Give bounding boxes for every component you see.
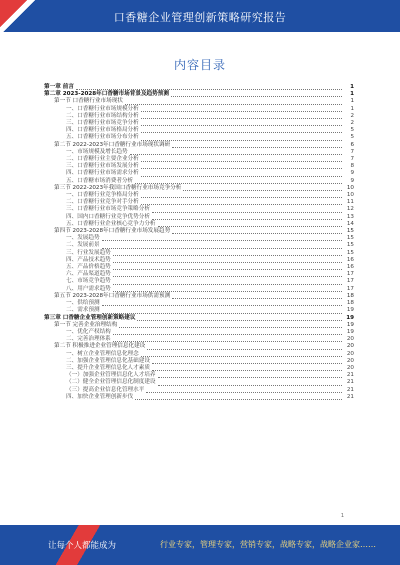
toc-entry[interactable] (44, 307, 354, 314)
toc-leader-dots (172, 143, 342, 148)
toc-entry-label: 一、口香糖行业竞争格局分析 (66, 192, 139, 199)
toc-entry-page: 17 (346, 278, 354, 285)
report-title: 口香糖企业管理创新策略研究报告 (113, 11, 287, 24)
toc-entry-label: 六、产品渠道趋势 (66, 271, 111, 278)
toc-entry-page: 17 (346, 285, 354, 292)
toc-entry-label: 一、口香糖行业市场规模分析 (66, 105, 139, 112)
toc-entry-label: 五、口香糖行业企业核心竞争力分析 (66, 220, 156, 227)
toc-entry-label: 二、需求预测 (66, 307, 100, 314)
toc-entry-page: 2 (350, 112, 354, 119)
toc-leader-dots (152, 215, 342, 220)
toc-entry[interactable] (44, 286, 354, 293)
toc-entry-page: 6 (350, 141, 354, 148)
toc-entry-label: 二、加强企业管理信息化基础建设 (66, 357, 150, 364)
toc-leader-dots (141, 114, 342, 119)
toc-entry-page: 20 (346, 357, 354, 364)
toc-entry[interactable] (44, 250, 354, 257)
toc-entry-label: 二、发展前景 (66, 242, 100, 249)
toc-entry-label: 第二节 积极推进企业管理信息化建设 (54, 343, 146, 350)
toc-entry-label: 三、口香糖行业市场竞争分析 (66, 120, 139, 127)
toc-leader-dots (113, 287, 342, 292)
toc-entry-page: 5 (350, 134, 354, 141)
toc-leader-dots (158, 373, 342, 378)
toc-entry-page: 15 (346, 249, 354, 256)
toc-leader-dots (158, 222, 342, 227)
toc-leader-dots (102, 309, 342, 314)
toc-entry[interactable] (44, 387, 354, 394)
toc-entry-page: 1 (350, 98, 354, 105)
toc-leader-dots (141, 164, 342, 169)
toc-entry-label: 四、口香糖行业市场格局分析 (66, 127, 139, 134)
toc-entry-label: 八、用户需求趋势 (66, 285, 111, 292)
toc-entry[interactable] (44, 394, 354, 401)
toc-entry[interactable] (44, 178, 354, 185)
toc-entry-page: 11 (346, 199, 354, 206)
toc-leader-dots (76, 85, 342, 90)
toc-leader-dots (113, 280, 342, 285)
toc-entry-label: 五、口香糖市场消费者分析 (66, 177, 134, 184)
toc-leader-dots (135, 395, 342, 400)
toc-entry[interactable] (44, 351, 354, 358)
toc-entry-label: 第三章 口香糖企业管理创新策略建议 (44, 314, 136, 321)
toc-entry[interactable] (44, 322, 354, 329)
toc-entry-label: 五、产品价格趋势 (66, 264, 111, 271)
toc-leader-dots (113, 272, 342, 277)
toc-entry[interactable] (44, 206, 354, 213)
header-bar (0, 0, 400, 32)
toc-entry-label: 第二节 2022-2023年口香糖行业市场现状调研 (54, 141, 171, 148)
toc-entry-page: 5 (350, 127, 354, 134)
toc-entry[interactable] (44, 315, 354, 322)
toc-leader-dots (141, 121, 342, 126)
toc-entry-label: 第一节 完善企业治理结构 (54, 321, 118, 328)
toc-leader-dots (102, 236, 342, 241)
page-title: 内容目录 (173, 58, 226, 72)
toc-entry[interactable] (44, 278, 354, 285)
toc-entry-page: 17 (346, 271, 354, 278)
toc-leader-dots (113, 251, 342, 256)
toc-entry-label: 三、提升企业管理信息化人才素质 (66, 364, 150, 371)
toc-entry[interactable] (44, 343, 354, 350)
toc-leader-dots (113, 337, 342, 342)
toc-entry[interactable] (44, 142, 354, 149)
toc-entry[interactable] (44, 358, 354, 365)
toc-entry-label: 三、行业发展趋势 (66, 249, 111, 256)
toc-leader-dots (146, 388, 342, 393)
toc-entry-label: 第二章 2023-2028年口香糖市场背景及趋势预测 (44, 91, 169, 98)
toc-entry-page: 20 (346, 336, 354, 343)
toc-entry-page: 18 (346, 292, 354, 299)
toc-entry-label: 一、供给预测 (66, 300, 100, 307)
toc-leader-dots (183, 186, 342, 191)
toc-entry-label: 四、国内口香糖行业竞争优势分析 (66, 213, 150, 220)
toc-entry-page: 1 (350, 84, 354, 90)
toc-entry-label: 第四节 2023-2028年口香糖行业市场发展趋势 (54, 228, 171, 235)
footer-tagline: 行业专家，管理专家，营销专家，战略专家，战略企业家…… (160, 540, 376, 549)
toc-entry-label: 四、产品技术趋势 (66, 256, 111, 263)
toc-entry[interactable] (44, 379, 354, 386)
toc-entry-page: 8 (350, 163, 354, 170)
toc-entry-label: 五、口香糖行业市场分布分析 (66, 134, 139, 141)
page-number: 1 (340, 513, 344, 519)
toc-entry-page: 20 (346, 364, 354, 371)
toc-entry[interactable] (44, 293, 354, 300)
toc-leader-dots (141, 352, 342, 357)
toc-entry-page: 19 (346, 314, 354, 321)
toc-entry-label: 一、树立企业管理信息化理念 (66, 350, 139, 357)
toc-entry-page: 9 (350, 170, 354, 177)
toc-entry-page: 15 (346, 235, 354, 242)
toc-entry-label: （一）加强企业管理信息化人才培养 (66, 372, 156, 379)
toc-entry-page: 10 (346, 192, 354, 199)
toc-entry-page: 20 (346, 350, 354, 357)
toc-leader-dots (102, 244, 342, 249)
toc-leader-dots (135, 179, 342, 184)
toc-entry-page: 21 (346, 386, 354, 393)
toc-entry[interactable] (44, 257, 354, 264)
toc-entry-page: 20 (346, 343, 354, 350)
toc-entry[interactable] (44, 221, 354, 228)
toc-entry[interactable] (44, 149, 354, 156)
toc-leader-dots (171, 92, 342, 97)
toc-entry-page: 7 (350, 148, 354, 155)
toc-leader-dots (141, 193, 342, 198)
toc-entry[interactable] (44, 185, 354, 192)
toc-entry-page: 14 (346, 220, 354, 227)
toc-entry-page: 19 (346, 307, 354, 314)
toc-entry-page: 21 (346, 379, 354, 386)
toc-entry-page: 19 (346, 328, 354, 335)
toc-entry-page: 19 (346, 321, 354, 328)
toc-entry-page: 15 (346, 242, 354, 249)
toc-entry-page: 1 (350, 91, 354, 98)
toc-entry-page: 12 (346, 206, 354, 213)
toc-entry-label: （二）健全企业管理信息化制度建设 (66, 379, 156, 386)
toc-entry-page: 18 (346, 300, 354, 307)
toc-leader-dots (152, 359, 342, 364)
toc-entry-page: 7 (350, 156, 354, 163)
toc-entry-label: 一、市场规模及增长趋势 (66, 148, 128, 155)
toc-entry[interactable] (44, 242, 354, 249)
toc-entry-label: （三）提高企业信息化管理水平 (66, 386, 145, 393)
toc-leader-dots (125, 100, 342, 105)
toc-leader-dots (119, 323, 342, 328)
footer-bar (0, 525, 400, 565)
toc-leader-dots (158, 381, 342, 386)
toc-leader-dots (147, 345, 342, 350)
toc-entry[interactable] (44, 106, 354, 113)
toc-entry-label: 一、优化产权结构 (66, 328, 111, 335)
toc-leader-dots (141, 157, 342, 162)
toc-entry-label: 七、市场竞争趋势 (66, 278, 111, 285)
toc-leader-dots (137, 316, 342, 321)
toc-entry-label: 第一节 口香糖行业市场现状 (54, 98, 123, 105)
toc-entry-label: 四、口香糖行业市场需求分析 (66, 170, 139, 177)
toc-entry-label: 第一章 前言 (44, 84, 74, 90)
toc-entry-label: 三、口香糖行业市场竞争策略分析 (66, 206, 150, 213)
toc-leader-dots (172, 229, 342, 234)
toc-entry[interactable] (44, 214, 354, 221)
toc-entry-label: 三、口香糖行业市场发展分析 (66, 163, 139, 170)
toc-entry-label: 四、加快企业管理创新步伐 (66, 393, 134, 400)
toc-leader-dots (141, 136, 342, 141)
toc-leader-dots (141, 172, 342, 177)
toc-entry-page: 15 (346, 228, 354, 235)
toc-entry-page: 2 (350, 120, 354, 127)
toc-leader-dots (152, 366, 342, 371)
toc-entry-label: 二、口香糖行业竞争对手分析 (66, 199, 139, 206)
toc-entry-label: 二、口香糖行业主要企业分析 (66, 156, 139, 163)
toc-entry-label: 二、完善治理体系 (66, 336, 111, 343)
toc-entry-page: 1 (350, 105, 354, 112)
toc-entry-label: 二、口香糖行业市场结构分析 (66, 112, 139, 119)
toc-leader-dots (113, 265, 342, 270)
toc-entry-page: 16 (346, 256, 354, 263)
toc-entry-page: 21 (346, 393, 354, 400)
toc-entry-page: 13 (346, 213, 354, 220)
toc-leader-dots (113, 330, 342, 335)
toc-entry[interactable] (44, 134, 354, 141)
toc-leader-dots (141, 128, 342, 133)
toc-entry-page: 9 (350, 177, 354, 184)
toc-leader-dots (172, 294, 342, 299)
toc-leader-dots (141, 107, 342, 112)
footer-slogan: 让每个人都能成为 (48, 541, 117, 551)
toc-leader-dots (141, 200, 342, 205)
toc-leader-dots (152, 208, 342, 213)
toc-entry-page: 21 (346, 372, 354, 379)
toc-entry[interactable] (44, 98, 354, 105)
toc-entry[interactable] (44, 170, 354, 177)
toc-entry-label: 第五节 2023-2028年口香糖行业市场供需预测 (54, 292, 171, 299)
toc-entry-label: 一、发展趋势 (66, 235, 100, 242)
toc-entry-page: 16 (346, 264, 354, 271)
toc-leader-dots (113, 258, 342, 263)
toc-leader-dots (102, 301, 342, 306)
toc-entry-label: 第三节 2022-2023年我国口香糖行业市场竞争分析 (54, 184, 182, 191)
table-of-contents (44, 84, 354, 401)
toc-entry-page: 10 (346, 184, 354, 191)
toc-leader-dots (130, 150, 342, 155)
toc-entry[interactable] (44, 113, 354, 120)
